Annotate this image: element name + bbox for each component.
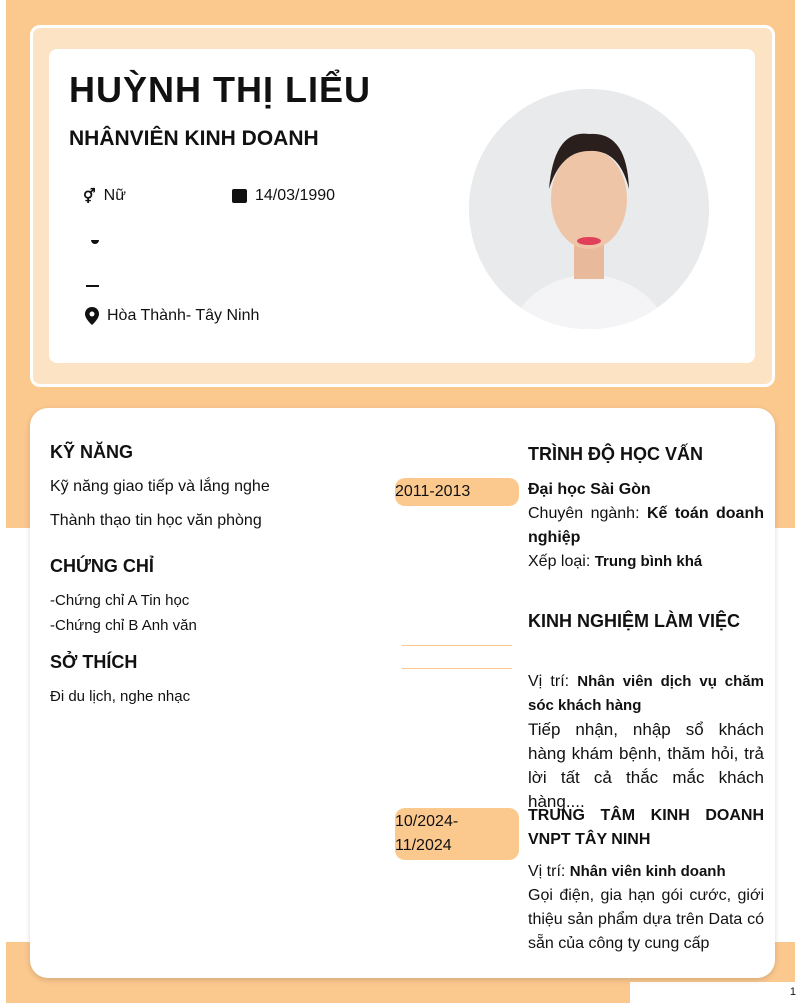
certificate-item: -Chứng chỉ A Tin học — [50, 592, 190, 609]
education-heading: TRÌNH ĐỘ HỌC VẤN — [528, 444, 703, 464]
gender-info — [83, 187, 126, 205]
major-value: Kế toán doanh nghiệp — [528, 505, 764, 546]
content-card — [30, 408, 775, 978]
address-info — [85, 307, 259, 325]
header-card — [49, 49, 755, 363]
divider — [402, 645, 512, 646]
gender-icon: ⚥ — [83, 187, 96, 204]
education-date: 2011-2013 — [395, 478, 519, 506]
location-pin-icon — [85, 307, 99, 325]
skill-item: Kỹ năng giao tiếp và lắng nghe — [50, 478, 270, 495]
job-description: Gọi điện, gia hạn gói cước, giới thiệu sản phẩm dựa trên Data có sẵn của công ty cung cấp — [528, 887, 764, 952]
job-date: 10/2024- 11/2024 — [395, 808, 519, 860]
company-name: TRUNG TÂM KINH DOANH VNPT TÂY NINH — [528, 807, 764, 848]
grade-label: Xếp loại: — [528, 553, 595, 570]
position-value: Nhân viên dịch vụ chăm sóc khách hàng — [528, 673, 764, 714]
divider — [402, 668, 512, 669]
address-text: Hòa Thành- Tây Ninh — [107, 307, 260, 324]
school-name: Đại học Sài Gòn — [528, 481, 651, 498]
candidate-name: HUỲNH THỊ LIỂU — [69, 69, 371, 110]
page-number: 1 — [630, 982, 800, 1003]
position-label: Vị trí: — [528, 673, 578, 690]
experience-heading: KINH NGHIỆM LÀM VIỆC — [528, 611, 741, 631]
certificates-heading: CHỨNG CHỈ — [50, 556, 154, 576]
major-label: Chuyên ngành: — [528, 505, 647, 522]
position-value: Nhân viên kinh doanh — [569, 863, 726, 880]
job-title: NHÂNVIÊN KINH DOANH — [69, 127, 319, 150]
skills-heading: KỸ NĂNG — [50, 442, 134, 462]
hobbies-text: Đi du lịch, nghe nhạc — [50, 688, 191, 705]
job-entry — [528, 670, 764, 814]
position-label: Vị trí: — [528, 863, 570, 880]
phone-icon — [91, 240, 99, 244]
calendar-icon — [232, 189, 247, 203]
gender-text: Nữ — [103, 187, 126, 204]
job-entry — [528, 860, 764, 956]
job-description: Tiếp nhận, nhập sổ khách hàng khám bệnh, thăm hỏi, trả lời tất cả thắc mắc khách hàng.... — [528, 720, 764, 811]
birthdate-info — [232, 187, 335, 205]
hobbies-heading: SỞ THÍCH — [50, 652, 138, 672]
grade-value: Trung bình khá — [594, 553, 703, 570]
certificate-item: -Chứng chỉ B Anh văn — [50, 617, 197, 634]
header-section — [30, 25, 775, 387]
birthdate-text: 14/03/1990 — [255, 187, 336, 204]
skill-item: Thành thạo tin học văn phòng — [50, 512, 262, 529]
email-icon — [86, 285, 99, 287]
education-details — [528, 478, 764, 574]
profile-photo — [469, 89, 709, 329]
